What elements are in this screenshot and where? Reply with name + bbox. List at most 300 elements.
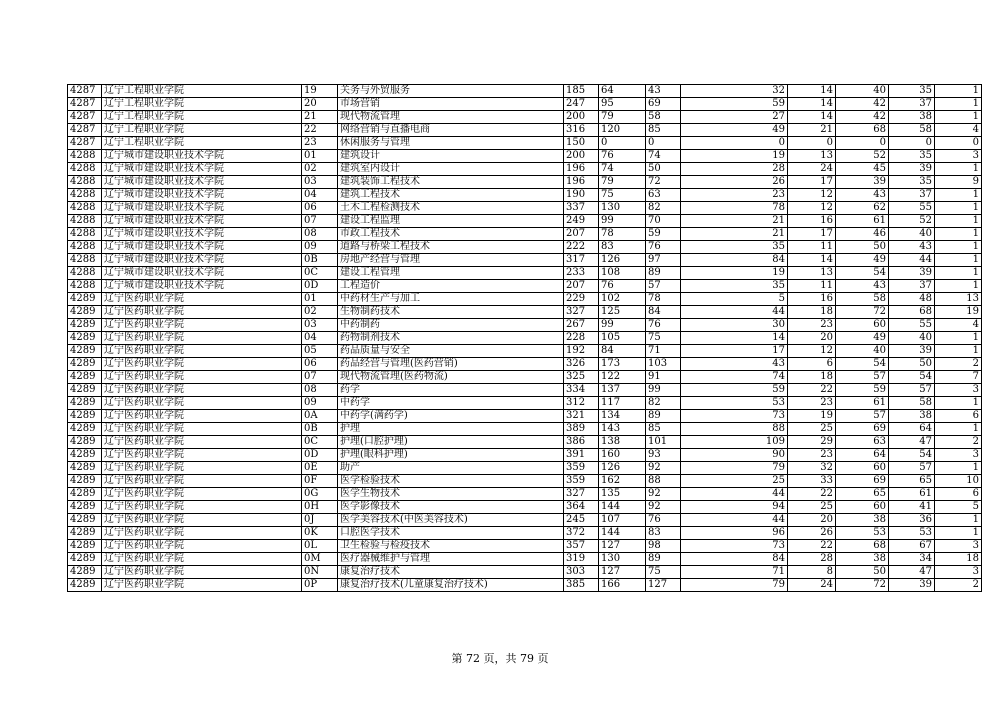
cell-val-1: 319	[564, 553, 599, 566]
cell-val-6: 58	[836, 293, 889, 306]
cell-val-1: 312	[564, 397, 599, 410]
cell-val-3: 103	[646, 358, 681, 371]
cell-val-6: 60	[836, 501, 889, 514]
cell-val-8: 1	[935, 397, 982, 410]
cell-school-code: 4288	[68, 150, 102, 163]
table-row	[68, 462, 982, 475]
cell-school-name: 辽宁医药职业学院	[102, 384, 302, 397]
cell-val-5: 19	[788, 410, 836, 423]
cell-val-6: 63	[836, 436, 889, 449]
cell-val-4: 17	[681, 345, 788, 358]
cell-school-name: 辽宁城市建设职业技术学院	[102, 189, 302, 202]
cell-val-7: 38	[889, 410, 935, 423]
cell-val-1: 247	[564, 98, 599, 111]
cell-val-1: 372	[564, 527, 599, 540]
cell-major-name: 房地产经营与管理	[338, 254, 564, 267]
enrollment-table	[67, 84, 982, 592]
cell-val-8: 3	[935, 566, 982, 579]
cell-val-5: 24	[788, 163, 836, 176]
cell-val-4: 74	[681, 371, 788, 384]
cell-val-2: 75	[599, 189, 646, 202]
cell-school-code: 4289	[68, 345, 102, 358]
cell-val-3: 92	[646, 488, 681, 501]
cell-val-7: 54	[889, 449, 935, 462]
cell-school-code: 4289	[68, 501, 102, 514]
cell-val-7: 61	[889, 488, 935, 501]
cell-major-code: 06	[302, 202, 338, 215]
cell-major-name: 护理(眼科护理)	[338, 449, 564, 462]
cell-val-7: 58	[889, 124, 935, 137]
cell-val-6: 60	[836, 462, 889, 475]
cell-val-6: 72	[836, 579, 889, 592]
cell-val-8: 1	[935, 202, 982, 215]
cell-val-1: 207	[564, 280, 599, 293]
cell-major-code: 0D	[302, 449, 338, 462]
cell-major-name: 市政工程技术	[338, 228, 564, 241]
cell-val-4: 26	[681, 176, 788, 189]
cell-major-name: 口腔医学技术	[338, 527, 564, 540]
cell-school-code: 4288	[68, 267, 102, 280]
cell-school-code: 4287	[68, 124, 102, 137]
cell-major-code: 03	[302, 319, 338, 332]
cell-val-6: 40	[836, 345, 889, 358]
cell-major-code: 04	[302, 332, 338, 345]
cell-val-2: 102	[599, 293, 646, 306]
cell-val-1: 317	[564, 254, 599, 267]
cell-school-name: 辽宁城市建设职业技术学院	[102, 280, 302, 293]
cell-val-5: 25	[788, 501, 836, 514]
cell-val-7: 38	[889, 111, 935, 124]
cell-val-2: 79	[599, 176, 646, 189]
cell-major-code: 01	[302, 150, 338, 163]
cell-val-7: 53	[889, 527, 935, 540]
cell-val-1: 327	[564, 306, 599, 319]
cell-major-name: 现代物流管理(医药物流)	[338, 371, 564, 384]
cell-val-4: 32	[681, 85, 788, 98]
table-row	[68, 85, 982, 98]
cell-school-name: 辽宁医药职业学院	[102, 553, 302, 566]
cell-val-8: 3	[935, 449, 982, 462]
cell-val-7: 47	[889, 566, 935, 579]
cell-val-7: 37	[889, 189, 935, 202]
cell-val-1: 385	[564, 579, 599, 592]
cell-val-3: 57	[646, 280, 681, 293]
cell-val-1: 192	[564, 345, 599, 358]
cell-val-3: 98	[646, 540, 681, 553]
cell-val-5: 23	[788, 397, 836, 410]
table-row	[68, 332, 982, 345]
table-row	[68, 163, 982, 176]
cell-school-code: 4289	[68, 449, 102, 462]
table-row	[68, 267, 982, 280]
cell-val-8: 4	[935, 319, 982, 332]
cell-major-name: 助产	[338, 462, 564, 475]
cell-school-name: 辽宁医药职业学院	[102, 566, 302, 579]
cell-school-name: 辽宁医药职业学院	[102, 332, 302, 345]
cell-val-4: 21	[681, 228, 788, 241]
cell-val-1: 196	[564, 163, 599, 176]
cell-val-7: 67	[889, 540, 935, 553]
cell-val-2: 135	[599, 488, 646, 501]
cell-school-code: 4289	[68, 423, 102, 436]
cell-val-4: 94	[681, 501, 788, 514]
cell-val-5: 6	[788, 358, 836, 371]
cell-school-code: 4289	[68, 566, 102, 579]
cell-val-4: 79	[681, 462, 788, 475]
cell-val-1: 357	[564, 540, 599, 553]
cell-val-8: 1	[935, 462, 982, 475]
cell-major-code: 04	[302, 189, 338, 202]
cell-val-3: 93	[646, 449, 681, 462]
cell-val-1: 245	[564, 514, 599, 527]
cell-val-1: 150	[564, 137, 599, 150]
cell-val-5: 0	[788, 137, 836, 150]
cell-val-2: 144	[599, 527, 646, 540]
cell-val-5: 17	[788, 176, 836, 189]
table-row	[68, 150, 982, 163]
cell-school-name: 辽宁城市建设职业技术学院	[102, 176, 302, 189]
cell-school-code: 4288	[68, 241, 102, 254]
cell-val-2: 130	[599, 202, 646, 215]
cell-val-5: 14	[788, 85, 836, 98]
cell-val-2: 78	[599, 228, 646, 241]
cell-school-code: 4288	[68, 215, 102, 228]
cell-school-name: 辽宁医药职业学院	[102, 293, 302, 306]
cell-val-4: 109	[681, 436, 788, 449]
cell-val-4: 43	[681, 358, 788, 371]
cell-val-8: 3	[935, 150, 982, 163]
table-row	[68, 189, 982, 202]
cell-school-code: 4289	[68, 319, 102, 332]
cell-val-5: 16	[788, 293, 836, 306]
cell-val-6: 69	[836, 423, 889, 436]
cell-val-3: 82	[646, 202, 681, 215]
table-row	[68, 111, 982, 124]
cell-school-code: 4288	[68, 228, 102, 241]
cell-val-1: 200	[564, 150, 599, 163]
cell-val-2: 162	[599, 475, 646, 488]
cell-val-6: 54	[836, 267, 889, 280]
cell-val-6: 52	[836, 150, 889, 163]
cell-val-6: 61	[836, 397, 889, 410]
cell-val-2: 79	[599, 111, 646, 124]
table-row	[68, 514, 982, 527]
cell-major-code: 02	[302, 163, 338, 176]
cell-val-6: 69	[836, 475, 889, 488]
cell-val-1: 327	[564, 488, 599, 501]
cell-val-3: 83	[646, 527, 681, 540]
cell-val-6: 39	[836, 176, 889, 189]
cell-val-8: 7	[935, 371, 982, 384]
cell-val-8: 13	[935, 293, 982, 306]
cell-val-4: 73	[681, 410, 788, 423]
cell-val-3: 63	[646, 189, 681, 202]
cell-val-7: 55	[889, 202, 935, 215]
cell-val-1: 391	[564, 449, 599, 462]
cell-val-2: 122	[599, 371, 646, 384]
cell-major-code: 0M	[302, 553, 338, 566]
cell-val-6: 45	[836, 163, 889, 176]
cell-val-6: 68	[836, 540, 889, 553]
cell-val-3: 89	[646, 410, 681, 423]
cell-val-7: 35	[889, 176, 935, 189]
cell-val-4: 79	[681, 579, 788, 592]
cell-val-7: 57	[889, 384, 935, 397]
cell-major-name: 医学生物技术	[338, 488, 564, 501]
cell-val-2: 76	[599, 280, 646, 293]
cell-major-name: 关务与外贸服务	[338, 85, 564, 98]
cell-school-name: 辽宁医药职业学院	[102, 306, 302, 319]
cell-val-7: 52	[889, 215, 935, 228]
table-row	[68, 241, 982, 254]
cell-val-4: 19	[681, 267, 788, 280]
cell-val-4: 73	[681, 540, 788, 553]
cell-val-1: 316	[564, 124, 599, 137]
cell-val-2: 126	[599, 254, 646, 267]
cell-val-2: 105	[599, 332, 646, 345]
cell-val-6: 38	[836, 553, 889, 566]
cell-val-6: 40	[836, 85, 889, 98]
cell-major-code: 0C	[302, 436, 338, 449]
cell-val-7: 34	[889, 553, 935, 566]
table-row	[68, 280, 982, 293]
cell-val-3: 50	[646, 163, 681, 176]
cell-val-3: 92	[646, 501, 681, 514]
cell-val-8: 19	[935, 306, 982, 319]
cell-major-name: 建设工程管理	[338, 267, 564, 280]
cell-val-4: 59	[681, 384, 788, 397]
table-row	[68, 488, 982, 501]
table-row	[68, 540, 982, 553]
cell-val-6: 53	[836, 527, 889, 540]
cell-school-code: 4288	[68, 254, 102, 267]
cell-val-1: 325	[564, 371, 599, 384]
cell-val-3: 76	[646, 514, 681, 527]
cell-val-8: 1	[935, 215, 982, 228]
cell-val-2: 74	[599, 163, 646, 176]
cell-school-code: 4289	[68, 540, 102, 553]
cell-school-code: 4289	[68, 553, 102, 566]
cell-val-8: 18	[935, 553, 982, 566]
cell-val-3: 76	[646, 319, 681, 332]
cell-school-code: 4289	[68, 436, 102, 449]
cell-val-7: 37	[889, 98, 935, 111]
cell-major-code: 0G	[302, 488, 338, 501]
cell-val-8: 2	[935, 358, 982, 371]
cell-val-1: 233	[564, 267, 599, 280]
table-row	[68, 423, 982, 436]
table-row	[68, 566, 982, 579]
cell-val-1: 386	[564, 436, 599, 449]
cell-val-3: 70	[646, 215, 681, 228]
cell-val-3: 85	[646, 124, 681, 137]
cell-major-code: 0K	[302, 527, 338, 540]
cell-major-name: 中药学	[338, 397, 564, 410]
table-row	[68, 501, 982, 514]
cell-val-1: 267	[564, 319, 599, 332]
cell-val-6: 72	[836, 306, 889, 319]
table-row	[68, 319, 982, 332]
table-row	[68, 449, 982, 462]
table-row	[68, 228, 982, 241]
cell-school-name: 辽宁城市建设职业技术学院	[102, 267, 302, 280]
cell-val-6: 42	[836, 111, 889, 124]
cell-val-5: 12	[788, 345, 836, 358]
cell-val-4: 27	[681, 111, 788, 124]
table-row	[68, 306, 982, 319]
cell-major-name: 建筑装饰工程技术	[338, 176, 564, 189]
cell-val-5: 23	[788, 449, 836, 462]
cell-val-3: 43	[646, 85, 681, 98]
cell-val-6: 57	[836, 410, 889, 423]
cell-val-4: 19	[681, 150, 788, 163]
table-row	[68, 215, 982, 228]
cell-val-7: 47	[889, 436, 935, 449]
cell-major-code: 0F	[302, 475, 338, 488]
cell-val-5: 14	[788, 254, 836, 267]
cell-major-name: 建筑工程技术	[338, 189, 564, 202]
cell-val-1: 196	[564, 176, 599, 189]
cell-val-8: 1	[935, 98, 982, 111]
cell-school-name: 辽宁医药职业学院	[102, 488, 302, 501]
cell-val-2: 130	[599, 553, 646, 566]
cell-val-4: 71	[681, 566, 788, 579]
cell-val-2: 127	[599, 540, 646, 553]
cell-val-7: 48	[889, 293, 935, 306]
cell-school-name: 辽宁城市建设职业技术学院	[102, 254, 302, 267]
cell-val-2: 84	[599, 345, 646, 358]
cell-val-6: 43	[836, 189, 889, 202]
cell-val-5: 11	[788, 241, 836, 254]
cell-val-6: 54	[836, 358, 889, 371]
cell-major-name: 药物制剂技术	[338, 332, 564, 345]
cell-val-7: 35	[889, 150, 935, 163]
table-row	[68, 202, 982, 215]
cell-val-8: 1	[935, 85, 982, 98]
cell-school-code: 4289	[68, 488, 102, 501]
cell-val-6: 65	[836, 488, 889, 501]
cell-val-6: 49	[836, 254, 889, 267]
cell-school-code: 4288	[68, 189, 102, 202]
cell-school-code: 4287	[68, 111, 102, 124]
cell-school-name: 辽宁城市建设职业技术学院	[102, 215, 302, 228]
cell-school-name: 辽宁医药职业学院	[102, 449, 302, 462]
cell-major-name: 现代物流管理	[338, 111, 564, 124]
cell-val-2: 143	[599, 423, 646, 436]
cell-val-4: 30	[681, 319, 788, 332]
cell-val-3: 101	[646, 436, 681, 449]
cell-val-3: 76	[646, 241, 681, 254]
cell-val-7: 65	[889, 475, 935, 488]
cell-school-name: 辽宁工程职业学院	[102, 98, 302, 111]
cell-school-name: 辽宁工程职业学院	[102, 85, 302, 98]
table-row	[68, 176, 982, 189]
cell-val-8: 6	[935, 410, 982, 423]
cell-major-name: 中药材生产与加工	[338, 293, 564, 306]
cell-val-5: 13	[788, 267, 836, 280]
cell-val-6: 42	[836, 98, 889, 111]
cell-val-1: 321	[564, 410, 599, 423]
cell-val-2: 108	[599, 267, 646, 280]
cell-major-name: 卫生检验与检疫技术	[338, 540, 564, 553]
cell-val-4: 5	[681, 293, 788, 306]
cell-val-3: 91	[646, 371, 681, 384]
cell-major-name: 道路与桥梁工程技术	[338, 241, 564, 254]
cell-major-name: 生物制药技术	[338, 306, 564, 319]
cell-val-3: 58	[646, 111, 681, 124]
cell-school-name: 辽宁医药职业学院	[102, 514, 302, 527]
cell-val-2: 160	[599, 449, 646, 462]
cell-val-3: 92	[646, 462, 681, 475]
cell-val-6: 64	[836, 449, 889, 462]
cell-val-2: 99	[599, 319, 646, 332]
cell-major-name: 工程造价	[338, 280, 564, 293]
cell-val-8: 4	[935, 124, 982, 137]
cell-major-code: 0J	[302, 514, 338, 527]
cell-val-7: 35	[889, 85, 935, 98]
cell-school-code: 4288	[68, 280, 102, 293]
cell-school-name: 辽宁医药职业学院	[102, 371, 302, 384]
cell-val-3: 0	[646, 137, 681, 150]
cell-major-name: 康复治疗技术	[338, 566, 564, 579]
page-footer: 第 72 页，共 79 页	[451, 652, 549, 665]
cell-val-8: 1	[935, 241, 982, 254]
cell-school-code: 4289	[68, 410, 102, 423]
cell-val-6: 59	[836, 384, 889, 397]
cell-val-7: 43	[889, 241, 935, 254]
cell-school-code: 4289	[68, 462, 102, 475]
cell-val-3: 75	[646, 566, 681, 579]
cell-val-2: 83	[599, 241, 646, 254]
cell-val-1: 334	[564, 384, 599, 397]
cell-val-8: 5	[935, 501, 982, 514]
cell-major-name: 药学	[338, 384, 564, 397]
cell-val-2: 76	[599, 150, 646, 163]
cell-val-3: 82	[646, 397, 681, 410]
cell-val-7: 68	[889, 306, 935, 319]
cell-val-5: 21	[788, 124, 836, 137]
cell-school-name: 辽宁医药职业学院	[102, 462, 302, 475]
cell-val-3: 99	[646, 384, 681, 397]
table-row	[68, 436, 982, 449]
cell-val-1: 228	[564, 332, 599, 345]
cell-school-name: 辽宁医药职业学院	[102, 540, 302, 553]
cell-val-8: 1	[935, 254, 982, 267]
cell-val-2: 127	[599, 566, 646, 579]
cell-val-4: 88	[681, 423, 788, 436]
cell-val-3: 89	[646, 267, 681, 280]
cell-major-code: 06	[302, 358, 338, 371]
cell-val-5: 22	[788, 540, 836, 553]
cell-school-code: 4288	[68, 202, 102, 215]
cell-major-code: 03	[302, 176, 338, 189]
cell-val-7: 57	[889, 462, 935, 475]
cell-major-name: 康复治疗技术(儿童康复治疗技术)	[338, 579, 564, 592]
cell-val-8: 1	[935, 332, 982, 345]
cell-val-5: 18	[788, 371, 836, 384]
table-row	[68, 579, 982, 592]
cell-val-2: 117	[599, 397, 646, 410]
cell-val-5: 20	[788, 514, 836, 527]
cell-val-4: 49	[681, 124, 788, 137]
cell-major-code: 21	[302, 111, 338, 124]
cell-major-code: 0C	[302, 267, 338, 280]
cell-val-8: 1	[935, 189, 982, 202]
cell-major-code: 20	[302, 98, 338, 111]
cell-val-3: 85	[646, 423, 681, 436]
cell-val-1: 364	[564, 501, 599, 514]
cell-val-5: 29	[788, 436, 836, 449]
